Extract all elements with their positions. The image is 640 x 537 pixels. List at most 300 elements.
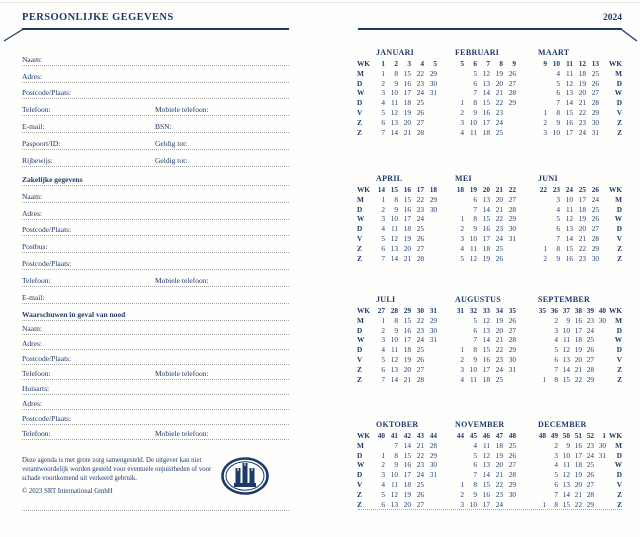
field-label: Adres: [22, 398, 42, 408]
date-cell [451, 441, 464, 451]
date-cell: 15 [403, 194, 411, 204]
year-label: 2024 [603, 13, 622, 23]
date-cell: 8 [473, 479, 477, 489]
date-cell: 23 [578, 117, 586, 127]
date-cell: 26 [416, 354, 424, 364]
date-cell: 30 [591, 253, 599, 263]
week-number: 15 [390, 185, 398, 194]
date-cell: 10 [562, 325, 570, 335]
day-letter: D [357, 98, 363, 108]
date-cell: 30 [508, 489, 516, 499]
day-letter: V [357, 107, 363, 117]
date-cell: 2 [554, 440, 558, 450]
date-cell: 19 [403, 107, 411, 117]
date-cell [451, 205, 464, 215]
dates-row [372, 470, 437, 480]
month-grid [534, 306, 606, 384]
page-title: PERSOONLIJKE GEGEVENS [22, 12, 174, 23]
date-cell: 7 [473, 88, 477, 98]
date-cell: 16 [482, 354, 490, 364]
date-cell: 16 [482, 224, 490, 234]
publisher-crown-logo-icon [221, 457, 269, 495]
dates-row [451, 345, 516, 355]
date-cell: 17 [578, 194, 586, 204]
date-cell: 2 [460, 224, 464, 234]
date-cell [534, 69, 547, 79]
date-cell: 16 [565, 117, 573, 127]
date-cell [424, 244, 437, 254]
date-cell [424, 355, 437, 365]
month-title: DECEMBER [538, 420, 587, 429]
month-juli [372, 294, 437, 384]
date-cell: 27 [508, 460, 516, 470]
date-cell: 6 [473, 325, 477, 335]
week-number: 8 [499, 59, 503, 68]
date-cell: 29 [429, 194, 437, 204]
dates-row [451, 365, 516, 375]
date-cell: 4 [554, 460, 558, 470]
date-cell [534, 98, 547, 108]
form-row [22, 150, 289, 167]
date-cell: 6 [473, 194, 477, 204]
week-number: 50 [562, 431, 570, 440]
date-cell: 3 [460, 364, 464, 374]
date-cell: 25 [508, 440, 516, 450]
date-cell: 3 [381, 214, 385, 224]
date-cell: 26 [495, 253, 503, 263]
week-numbers-row [372, 431, 437, 441]
week-numbers-row [534, 431, 606, 441]
date-cell: 28 [508, 88, 516, 98]
date-cell [424, 224, 437, 234]
date-cell: 15 [565, 107, 573, 117]
date-cell: 22 [574, 374, 582, 384]
week-number: 17 [416, 185, 424, 194]
date-cell [424, 365, 437, 375]
dates-row [534, 224, 599, 234]
date-cell [451, 88, 464, 98]
week-numbers-row [451, 306, 516, 316]
dates-row [534, 335, 606, 345]
date-cell: 16 [482, 489, 490, 499]
month-grid [451, 431, 516, 509]
date-cell: 12 [565, 78, 573, 88]
wk-label: WK [609, 431, 622, 440]
field-label: Naam: [22, 324, 42, 334]
date-cell: 23 [416, 460, 424, 470]
date-cell: 8 [394, 194, 398, 204]
date-cell: 25 [416, 479, 424, 489]
date-cell: 2 [381, 325, 385, 335]
date-cell: 23 [495, 489, 503, 499]
date-cell: 1 [381, 315, 385, 325]
day-letter: D [616, 98, 622, 108]
date-cell: 15 [562, 374, 570, 384]
date-cell: 26 [591, 214, 599, 224]
date-cell: 7 [473, 470, 477, 480]
date-cell: 28 [508, 204, 516, 214]
week-numbers-row [372, 59, 437, 69]
field-label: Telefoon: [22, 369, 51, 379]
date-cell [424, 108, 437, 118]
date-cell: 30 [591, 117, 599, 127]
date-cell: 10 [469, 117, 477, 127]
date-cell: 1 [381, 194, 385, 204]
date-cell [503, 118, 516, 128]
date-cell: 12 [565, 214, 573, 224]
date-cell: 30 [598, 315, 606, 325]
date-cell: 20 [574, 479, 582, 489]
date-cell: 1 [542, 374, 546, 384]
date-cell: 5 [460, 253, 464, 263]
field-label: E-mail: [22, 121, 45, 131]
date-cell: 27 [416, 364, 424, 374]
date-cell: 4 [554, 335, 558, 345]
wk-label: WK [357, 431, 370, 440]
date-cell: 27 [508, 325, 516, 335]
date-cell: 21 [495, 88, 503, 98]
date-cell: 12 [469, 253, 477, 263]
date-cell [503, 375, 516, 385]
date-cell: 2 [381, 460, 385, 470]
day-letter: Z [617, 243, 622, 253]
month-mei [451, 173, 516, 263]
date-cell: 22 [416, 68, 424, 78]
date-cell [534, 316, 546, 326]
week-number: 42 [403, 431, 411, 440]
date-cell: 11 [469, 127, 477, 137]
date-cell [534, 214, 547, 224]
date-cell: 12 [390, 233, 398, 243]
calendar-quarter-1 [356, 47, 622, 139]
date-cell: 31 [508, 364, 516, 374]
date-cell: 10 [562, 450, 570, 460]
date-cell: 7 [394, 440, 398, 450]
date-cell: 18 [403, 224, 411, 234]
date-cell: 10 [390, 214, 398, 224]
form-row [22, 380, 289, 395]
dates-row [372, 195, 437, 205]
day-letter: M [357, 440, 364, 450]
header-rule-lines [0, 0, 640, 50]
day-letter: Z [617, 489, 622, 499]
month-grid [451, 59, 516, 137]
week-numbers-row [534, 59, 599, 69]
date-cell: 13 [562, 479, 570, 489]
date-cell: 22 [416, 315, 424, 325]
week-number: 4 [420, 59, 424, 68]
dates-row [372, 326, 437, 336]
field-label: Postcode/Plaats: [22, 354, 72, 364]
month-maart [534, 47, 599, 137]
month-title: FEBRUARI [455, 48, 500, 57]
week-number: 51 [574, 431, 582, 440]
date-cell: 13 [390, 499, 398, 509]
date-cell: 14 [562, 364, 570, 374]
date-cell [451, 470, 464, 480]
date-cell: 5 [473, 450, 477, 460]
month-title: AUGUSTUS [455, 295, 501, 304]
date-cell [424, 490, 437, 500]
date-cell [534, 451, 546, 461]
date-cell: 5 [556, 214, 560, 224]
day-letter: Z [617, 499, 622, 509]
day-letters-left [357, 185, 370, 263]
date-cell [424, 128, 437, 138]
date-cell [503, 128, 516, 138]
date-cell: 24 [586, 325, 594, 335]
week-number: 11 [566, 59, 573, 68]
wk-label: WK [609, 59, 622, 68]
date-cell: 11 [390, 224, 398, 234]
date-cell: 5 [381, 489, 385, 499]
date-cell: 20 [574, 354, 582, 364]
date-cell: 24 [416, 214, 424, 224]
date-cell: 23 [586, 315, 594, 325]
date-cell: 13 [390, 117, 398, 127]
dates-row [451, 224, 516, 234]
month-grid [534, 59, 599, 137]
dates-row [534, 69, 599, 79]
date-cell: 17 [574, 450, 582, 460]
dates-row [372, 214, 437, 224]
field-label: Adres: [22, 208, 42, 218]
date-cell [594, 375, 606, 385]
date-cell [503, 254, 516, 264]
date-cell: 1 [543, 107, 547, 117]
week-number: 3 [407, 59, 411, 68]
date-cell: 17 [403, 470, 411, 480]
week-numbers-row [451, 431, 516, 441]
date-cell: 23 [586, 440, 594, 450]
date-cell: 11 [562, 460, 570, 470]
month-title: JUNI [538, 174, 558, 183]
date-cell [534, 441, 546, 451]
day-letter: D [357, 78, 363, 88]
date-cell: 6 [381, 117, 385, 127]
date-cell: 28 [429, 440, 437, 450]
date-cell: 20 [403, 243, 411, 253]
dates-row [534, 88, 599, 98]
week-number: 40 [598, 306, 606, 315]
calendar-quarter-2 [356, 173, 622, 265]
date-cell: 3 [554, 325, 558, 335]
field-label-secondary: Mobiele telefoon: [155, 275, 209, 285]
date-cell [451, 195, 464, 205]
date-cell: 28 [586, 489, 594, 499]
date-cell: 7 [381, 253, 385, 263]
date-cell: 3 [460, 499, 464, 509]
day-letter: M [357, 315, 364, 325]
date-cell: 21 [495, 204, 503, 214]
date-cell: 30 [508, 354, 516, 364]
date-cell [451, 326, 464, 336]
date-cell: 18 [482, 243, 490, 253]
month-title: SEPTEMBER [538, 295, 591, 304]
date-cell [594, 345, 606, 355]
week-number: 49 [550, 431, 558, 440]
month-title: APRIL [376, 174, 403, 183]
date-cell: 19 [578, 214, 586, 224]
date-cell: 29 [429, 68, 437, 78]
date-cell: 16 [482, 107, 490, 117]
day-letter: W [357, 214, 365, 224]
dates-row [534, 128, 599, 138]
dates-row [372, 234, 437, 244]
date-cell: 14 [482, 88, 490, 98]
date-cell: 9 [394, 204, 398, 214]
date-cell: 18 [482, 127, 490, 137]
date-cell: 11 [565, 68, 573, 78]
date-cell: 19 [495, 450, 503, 460]
field-label: Telefoon: [22, 105, 51, 115]
date-cell: 3 [460, 117, 464, 127]
form-row [22, 66, 289, 83]
date-cell: 23 [495, 224, 503, 234]
field-label: Naam: [22, 191, 42, 201]
date-cell: 4 [381, 98, 385, 108]
dates-row [372, 254, 437, 264]
date-cell: 1 [381, 68, 385, 78]
week-number: 12 [578, 59, 586, 68]
dates-row [451, 500, 516, 510]
date-cell: 5 [473, 68, 477, 78]
date-cell: 9 [394, 78, 398, 88]
date-cell: 19 [574, 345, 582, 355]
date-cell: 12 [390, 354, 398, 364]
date-cell: 2 [460, 354, 464, 364]
field-label: E-mail: [22, 292, 45, 302]
date-cell: 27 [508, 194, 516, 204]
week-number: 14 [377, 185, 385, 194]
dates-row [372, 365, 437, 375]
date-cell: 21 [578, 233, 586, 243]
date-cell [594, 365, 606, 375]
month-grid [451, 306, 516, 384]
form-row [22, 350, 289, 365]
dates-row [534, 500, 606, 510]
dates-row [372, 244, 437, 254]
dates-row [372, 451, 437, 461]
week-number: 23 [552, 185, 560, 194]
date-cell: 2 [543, 253, 547, 263]
date-cell: 17 [403, 335, 411, 345]
date-cell: 28 [416, 127, 424, 137]
month-grid [372, 306, 437, 384]
dates-row [451, 88, 516, 98]
date-cell: 27 [591, 224, 599, 234]
field-label: Postbus: [22, 242, 48, 252]
copyright-text: © 2023 SRT International GmbH [22, 488, 113, 495]
date-cell [534, 365, 546, 375]
date-cell: 24 [591, 194, 599, 204]
week-number: 38 [574, 306, 582, 315]
date-cell: 8 [554, 374, 558, 384]
day-letter: D [357, 325, 363, 335]
week-number: 39 [586, 306, 594, 315]
dates-row [451, 335, 516, 345]
week-number: 44 [456, 431, 464, 440]
date-cell: 4 [460, 243, 464, 253]
form-row [22, 133, 289, 150]
dates-row [372, 375, 437, 385]
month-augustus [451, 294, 516, 384]
week-number: 18 [429, 185, 437, 194]
date-cell: 10 [390, 470, 398, 480]
date-cell: 9 [566, 315, 570, 325]
date-cell: 17 [565, 127, 573, 137]
week-number: 10 [552, 59, 560, 68]
month-december [534, 419, 606, 509]
form-row [22, 220, 289, 237]
date-cell: 3 [460, 233, 464, 243]
section-heading [22, 306, 289, 321]
date-cell [534, 195, 547, 205]
disclaimer-text: Deze agenda is met grote zorg samengesteld. De uitgever kan niet verantwoordelijk worden gesteld voor eventuele onjuistheden of voor schade voortkomend uit verkeerd gebruik. [22, 457, 212, 482]
week-number: 44 [429, 431, 437, 440]
date-cell: 22 [578, 243, 586, 253]
date-cell: 4 [460, 127, 464, 137]
date-cell: 30 [429, 325, 437, 335]
date-cell: 15 [403, 315, 411, 325]
date-cell: 22 [578, 107, 586, 117]
dates-row [451, 195, 516, 205]
date-cell: 10 [390, 335, 398, 345]
day-letters-right [607, 306, 622, 384]
month-grid [372, 185, 437, 263]
week-number: 20 [482, 185, 490, 194]
day-letter: V [616, 107, 622, 117]
dates-row [451, 128, 516, 138]
field-label-secondary: Mobiele telefoon: [155, 369, 209, 379]
section-heading-label: Zakelijke gegevens [22, 175, 83, 184]
form-row [22, 395, 289, 410]
form-row [22, 335, 289, 350]
date-cell: 13 [482, 325, 490, 335]
date-cell [424, 375, 437, 385]
date-cell [424, 98, 437, 108]
date-cell: 14 [390, 374, 398, 384]
date-cell: 9 [556, 253, 560, 263]
date-cell: 25 [416, 345, 424, 355]
date-cell: 4 [381, 224, 385, 234]
dates-row [451, 441, 516, 451]
section-emergency [22, 306, 289, 440]
date-cell: 14 [403, 440, 411, 450]
date-cell: 10 [565, 194, 573, 204]
day-letter: M [615, 194, 622, 204]
date-cell: 15 [403, 450, 411, 460]
week-number: 40 [377, 431, 385, 440]
dates-row [451, 205, 516, 215]
date-cell: 25 [495, 127, 503, 137]
date-cell: 5 [473, 315, 477, 325]
date-cell: 6 [554, 354, 558, 364]
date-cell: 25 [416, 98, 424, 108]
date-cell: 8 [556, 243, 560, 253]
date-cell: 24 [586, 450, 594, 460]
week-number: 31 [429, 306, 437, 315]
day-letter: Z [357, 127, 362, 137]
day-letters-left [357, 306, 370, 384]
date-cell: 4 [460, 374, 464, 384]
date-cell: 25 [591, 204, 599, 214]
date-cell: 20 [495, 460, 503, 470]
date-cell [372, 441, 385, 451]
dates-row [451, 326, 516, 336]
date-cell: 20 [403, 364, 411, 374]
date-cell: 13 [565, 88, 573, 98]
